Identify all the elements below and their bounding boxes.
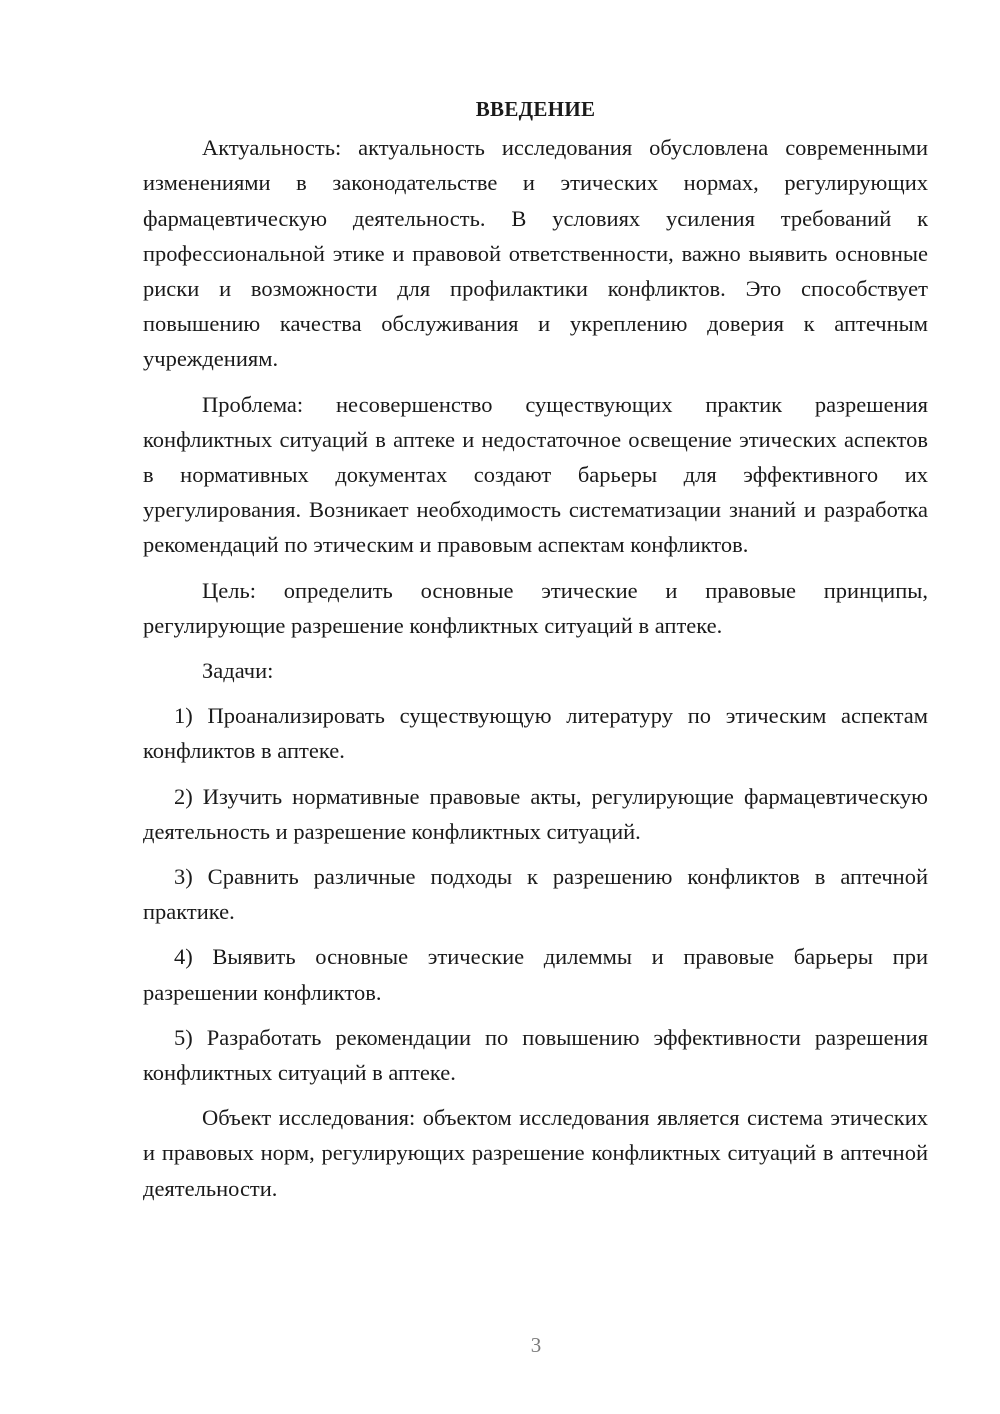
task-item-5: 5) Разработать рекомендации по повышению эффективности разрешения конфликтных ситуаций в аптеке. xyxy=(143,1024,928,1086)
task-item-1: 1) Проанализировать существующую литературу по этическим аспектам конфликтов в аптеке. xyxy=(143,703,928,764)
object-paragraph: Объект исследования: объектом исследования является система этических и правовых норм, регулирующих разрешение конфликтных ситуаций в аптечной деятельности. xyxy=(143,1105,928,1201)
task-item-2: 2) Изучить нормативные правовые акты, регулирующие фармацевтическую деятельность и разрешение конфликтных ситуаций. xyxy=(143,783,928,844)
relevance-paragraph: Актуальность: актуальность исследования обусловлена современными изменениями в законодательстве и этических нормах, регулирующих фармацевтическую деятельность. В условиях усиления требований к профессиональной этике и правовой ответственности, важно выявить основные риски и возможности для профилактики конфликтов. Это способствует повышению качества обслуживания и укреплению доверия к аптечным учреждениям. xyxy=(143,135,928,372)
task-item-4: 4) Выявить основные этические дилеммы и правовые барьеры при разрешении конфликтов. xyxy=(143,944,928,1005)
tasks-label: Задачи: xyxy=(202,658,274,684)
problem-paragraph: Проблема: несовершенство существующих практик разрешения конфликтных ситуаций в аптеке и недостаточное освещение этических аспектов в нормативных документах создают барьеры для эффективного их урегулирования. Возникает необходимость систематизации знаний и разработка рекомендаций по этическим и правовым аспектам конфликтов. xyxy=(143,391,928,558)
goal-paragraph: Цель: определить основные этические и правовые принципы, регулирующие разрешение конфликтных ситуаций в аптеке. xyxy=(143,577,928,638)
task-item-3: 3) Сравнить различные подходы к разрешению конфликтов в аптечной практике. xyxy=(143,864,928,925)
document-page xyxy=(143,92,928,1216)
section-heading: ВВЕДЕНИЕ xyxy=(475,97,596,121)
page-number: 3 xyxy=(530,1333,542,1357)
